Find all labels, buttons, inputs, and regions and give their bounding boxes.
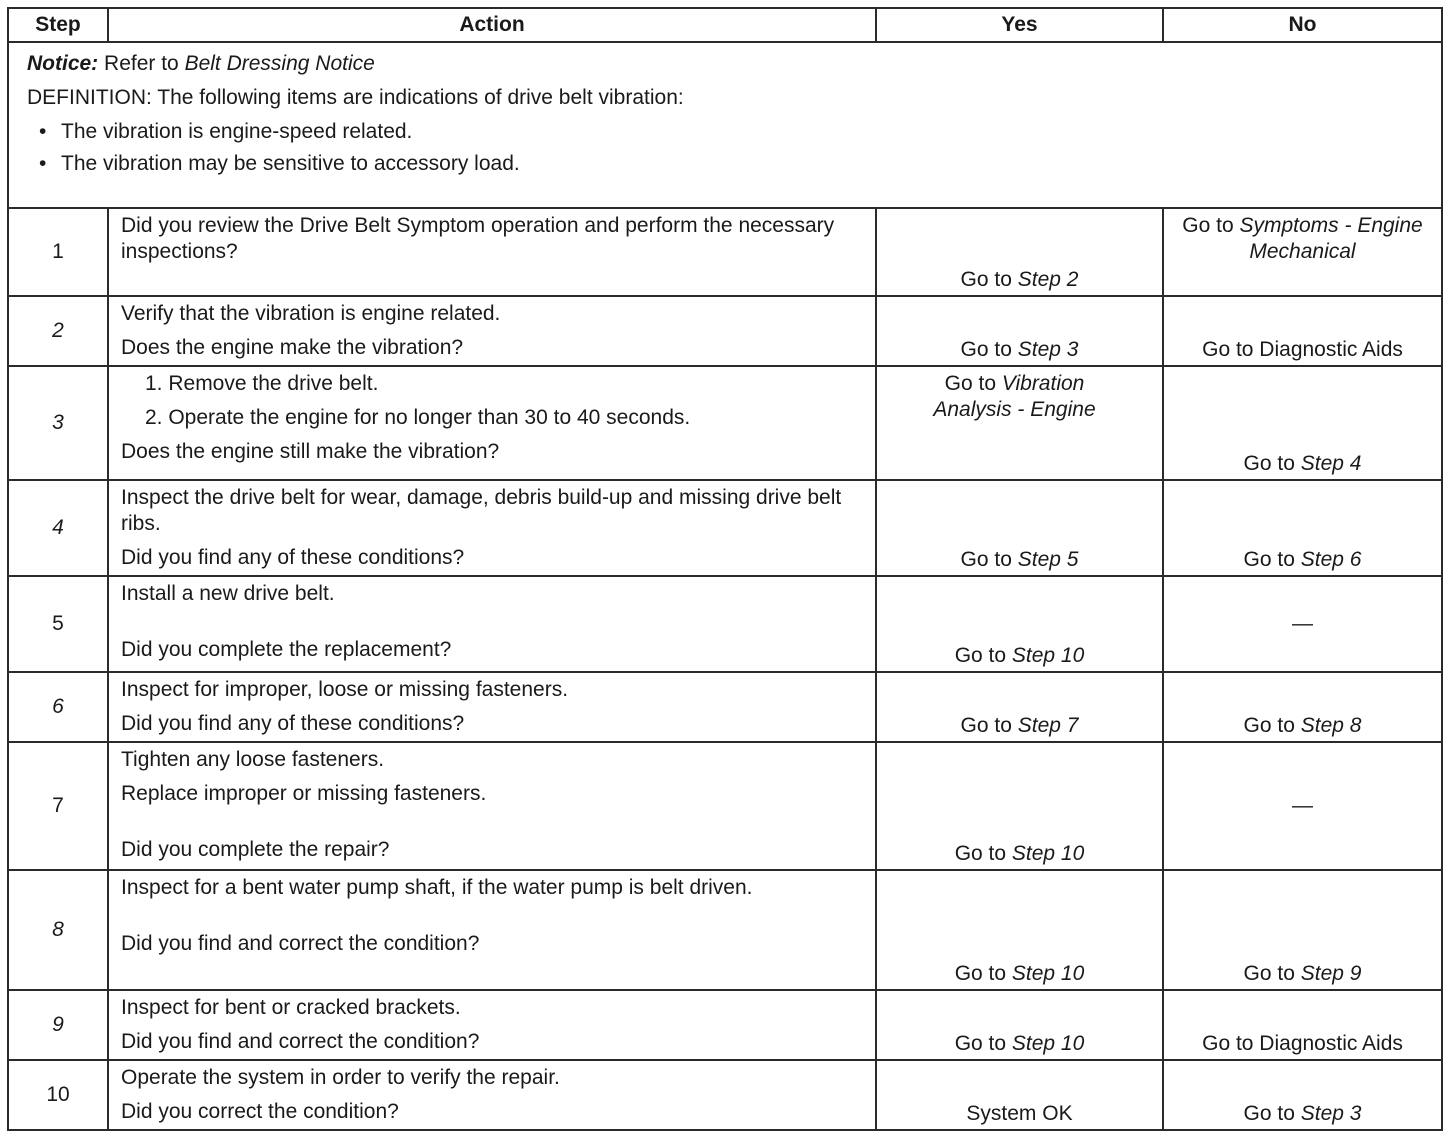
yes-result[interactable]: Go to Step 2 [960, 268, 1079, 291]
yes-cell [876, 576, 1163, 672]
action-cell [108, 672, 876, 742]
action-list-item: 1. Remove the drive belt. [145, 372, 379, 395]
yes-result[interactable]: Go to Step 3 [960, 338, 1079, 361]
no-result[interactable]: Go to Step 8 [1243, 714, 1362, 737]
bullet-item: • The vibration is engine-speed related. [61, 119, 1431, 145]
step-row-8 [8, 870, 1442, 990]
action-text: Inspect for improper, loose or missing fasteners. [121, 678, 569, 701]
action-question: Did you complete the repair? [121, 838, 390, 861]
no-result[interactable]: Go to Diagnostic Aids [1202, 338, 1403, 361]
action-cell [108, 480, 876, 576]
notice-label: Notice: [27, 52, 99, 75]
no-cell [1163, 672, 1442, 742]
step-number: 4 [8, 480, 108, 576]
no-cell [1163, 990, 1442, 1060]
yes-result[interactable]: Go to Step 10 [954, 842, 1085, 865]
action-text: Operate the system in order to verify the repair. [121, 1066, 560, 1089]
no-cell [1163, 1060, 1442, 1130]
yes-cell [876, 672, 1163, 742]
definition-bullets [27, 119, 1431, 177]
no-cell [1163, 576, 1442, 672]
no-result[interactable]: Go to Step 3 [1243, 1102, 1362, 1125]
step-row-6 [8, 672, 1442, 742]
header-step: Step [8, 8, 108, 42]
yes-result[interactable]: Go to Step 10 [954, 962, 1085, 985]
no-cell [1163, 480, 1442, 576]
step-row-7 [8, 742, 1442, 870]
action-question: Did you find and correct the condition? [121, 932, 480, 955]
no-result-dash: — [1292, 794, 1313, 817]
yes-cell [876, 296, 1163, 366]
no-result[interactable]: Go to Step 9 [1243, 962, 1362, 985]
yes-cell [876, 366, 1163, 480]
notice-link[interactable]: Belt Dressing Notice [184, 52, 375, 75]
diagnostic-table-page [7, 7, 1441, 1131]
no-result[interactable]: Go to Step 6 [1243, 548, 1362, 571]
no-result[interactable]: Go to Symptoms - Engine Mechanical [1182, 214, 1423, 263]
step-row-10 [8, 1060, 1442, 1130]
step-number: 8 [8, 870, 108, 990]
step-number: 10 [8, 1060, 108, 1130]
action-text: Tighten any loose fasteners. [121, 748, 385, 771]
no-cell [1163, 208, 1442, 296]
yes-result[interactable]: Go to Vibration Analysis - Engine [933, 372, 1096, 421]
no-result-dash: — [1292, 612, 1313, 635]
action-question: Did you complete the replacement? [121, 638, 452, 661]
no-cell [1163, 870, 1442, 990]
action-cell [108, 296, 876, 366]
action-question: Does the engine still make the vibration? [121, 440, 500, 463]
yes-cell [876, 480, 1163, 576]
action-cell [108, 208, 876, 296]
header-no: No [1163, 8, 1442, 42]
action-list-item: 2. Operate the engine for no longer than 30 to 40 seconds. [145, 406, 691, 429]
action-cell [108, 366, 876, 480]
no-cell [1163, 366, 1442, 480]
action-text: Replace improper or missing fasteners. [121, 782, 487, 805]
step-row-1 [8, 208, 1442, 296]
notice-text: Refer to [98, 52, 185, 75]
action-text: Inspect for bent or cracked brackets. [121, 996, 461, 1019]
step-number: 2 [8, 296, 108, 366]
action-question: Did you correct the condition? [121, 1100, 399, 1123]
action-cell [108, 576, 876, 672]
action-text: Inspect the drive belt for wear, damage, debris build-up and missing drive belt ribs. [121, 486, 842, 535]
action-cell [108, 990, 876, 1060]
step-row-2 [8, 296, 1442, 366]
action-question: Does the engine make the vibration? [121, 336, 464, 359]
yes-cell [876, 990, 1163, 1060]
diagnostic-table [7, 7, 1443, 1131]
step-number: 7 [8, 742, 108, 870]
yes-cell [876, 208, 1163, 296]
action-question: Did you find any of these conditions? [121, 546, 465, 569]
bullet-item: • The vibration may be sensitive to accessory load. [61, 151, 1431, 177]
step-row-4 [8, 480, 1442, 576]
step-row-9 [8, 990, 1442, 1060]
yes-cell [876, 742, 1163, 870]
action-question: Did you find any of these conditions? [121, 712, 465, 735]
header-row [8, 8, 1442, 42]
no-cell [1163, 742, 1442, 870]
no-result[interactable]: Go to Step 4 [1243, 452, 1362, 475]
action-steps-list [121, 371, 865, 431]
no-cell [1163, 296, 1442, 366]
step-row-3 [8, 366, 1442, 480]
yes-result[interactable]: Go to Step 10 [954, 1032, 1085, 1055]
notice-line [27, 51, 1431, 77]
yes-cell [876, 1060, 1163, 1130]
intro-cell [8, 42, 1442, 208]
step-number: 1 [8, 208, 108, 296]
action-cell [108, 1060, 876, 1130]
yes-cell [876, 870, 1163, 990]
action-text: Install a new drive belt. [121, 582, 335, 605]
step-number: 3 [8, 366, 108, 480]
action-cell [108, 742, 876, 870]
step-number: 9 [8, 990, 108, 1060]
yes-result[interactable]: Go to Step 5 [960, 548, 1079, 571]
yes-result[interactable]: Go to Step 10 [954, 644, 1085, 667]
step-number: 5 [8, 576, 108, 672]
step-number: 6 [8, 672, 108, 742]
yes-result[interactable]: System OK [966, 1102, 1073, 1125]
yes-result[interactable]: Go to Step 7 [960, 714, 1079, 737]
header-action: Action [108, 8, 876, 42]
action-text: Verify that the vibration is engine related. [121, 302, 501, 325]
action-text: Inspect for a bent water pump shaft, if the water pump is belt driven. [121, 876, 753, 899]
action-question: Did you find and correct the condition? [121, 1030, 480, 1053]
action-text: Did you review the Drive Belt Symptom operation and perform the necessary inspections? [121, 214, 835, 263]
step-row-5 [8, 576, 1442, 672]
action-cell [108, 870, 876, 990]
no-result[interactable]: Go to Diagnostic Aids [1202, 1032, 1403, 1055]
intro-row [8, 42, 1442, 208]
header-yes: Yes [876, 8, 1163, 42]
definition-line: DEFINITION: The following items are indications of drive belt vibration: [27, 86, 684, 109]
